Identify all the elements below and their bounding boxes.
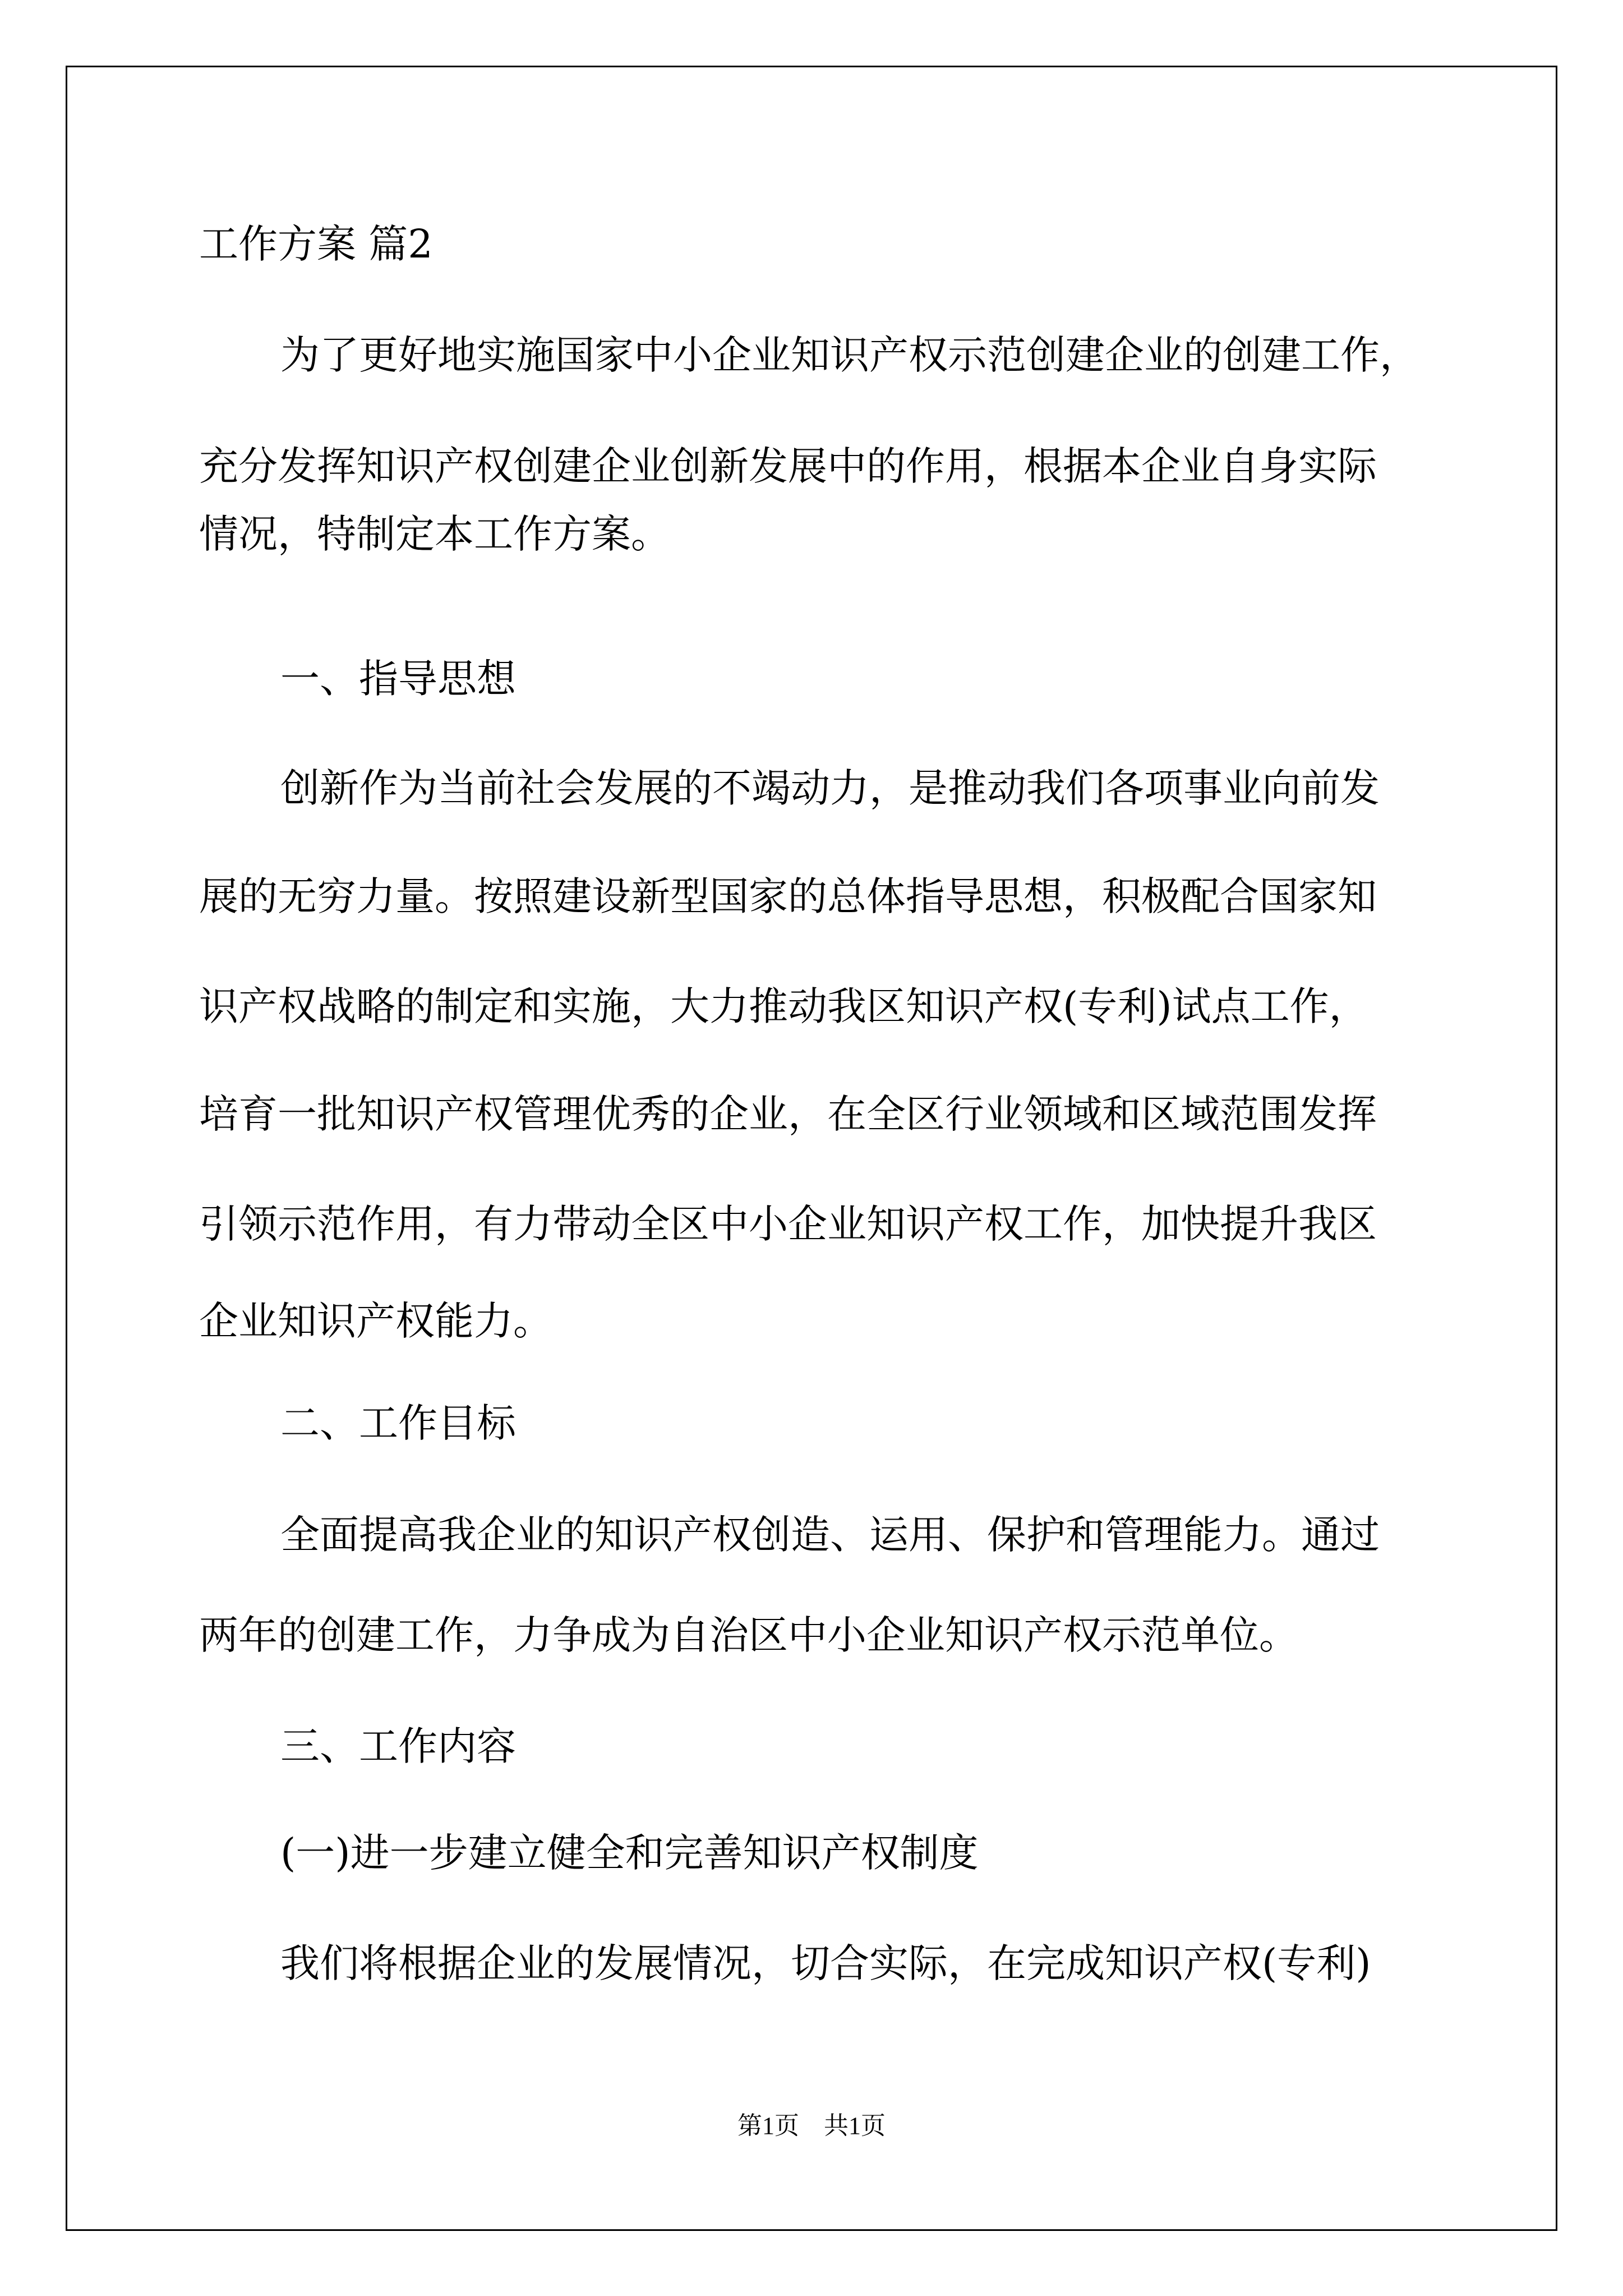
paragraph-line: 引领示范作用，有力带动全区中小企业知识产权工作，加快提升我区 [199, 1201, 1377, 1247]
heading-work-goals: 二、工作目标 [280, 1400, 516, 1446]
paragraph-line: 情况，特制定本工作方案。 [199, 511, 670, 557]
section-title: 工作方案 篇2 [199, 221, 433, 267]
page-footer: 第1页 共1页 [737, 2112, 886, 2139]
paragraph-line: 识产权战略的制定和实施，大力推动我区知识产权(专利)试点工作， [199, 983, 1368, 1029]
heading-work-content: 三、工作内容 [280, 1723, 516, 1769]
paragraph-line: 两年的创建工作，力争成为自治区中小企业知识产权示范单位。 [199, 1612, 1298, 1658]
paragraph-line: 全面提高我企业的知识产权创造、运用、保护和管理能力。通过 [280, 1512, 1380, 1558]
paragraph-line: 为了更好地实施国家中小企业知识产权示范创建企业的创建工作， [280, 332, 1419, 378]
paragraph-line: 创新作为当前社会发展的不竭动力，是推动我们各项事业向前发 [280, 765, 1380, 811]
heading-guiding-thought: 一、指导思想 [280, 656, 516, 702]
paragraph-line: 培育一批知识产权管理优秀的企业，在全区行业领域和区域范围发挥 [199, 1091, 1377, 1137]
paragraph-line: 企业知识产权能力。 [199, 1298, 552, 1344]
subheading-system: (一)进一步建立健全和完善知识产权制度 [280, 1830, 979, 1876]
paragraph-line: 展的无穷力量。按照建设新型国家的总体指导思想，积极配合国家知 [199, 873, 1377, 919]
paragraph-line: 充分发挥知识产权创建企业创新发展中的作用，根据本企业自身实际 [199, 443, 1377, 489]
paragraph-line: 我们将根据企业的发展情况，切合实际，在完成知识产权(专利) [280, 1940, 1371, 1986]
page-border [66, 66, 1557, 2231]
